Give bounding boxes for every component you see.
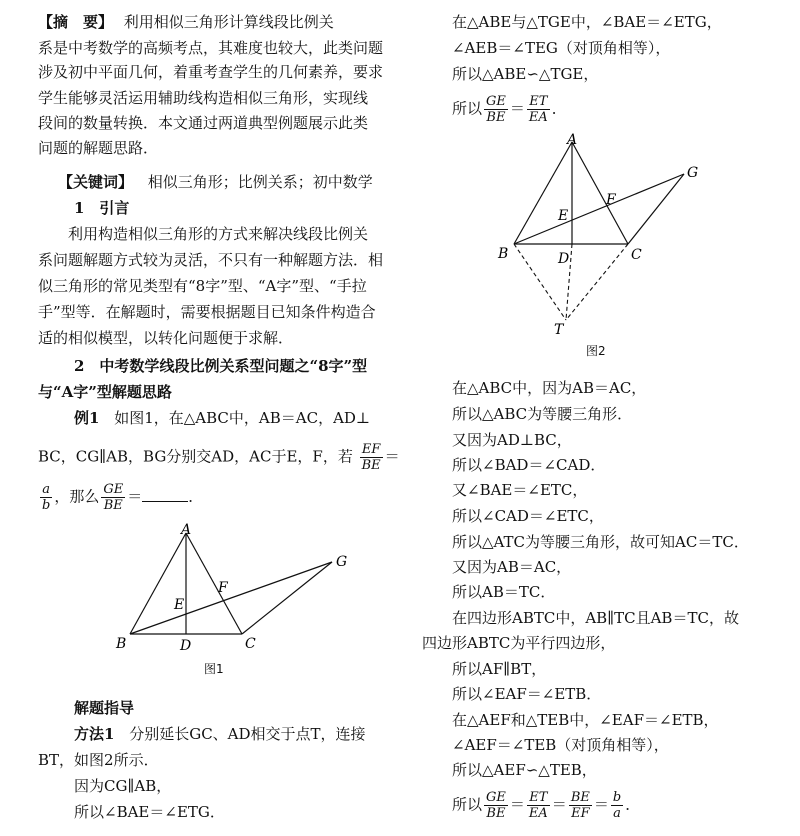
label-a: A [181,522,192,538]
fraction-be-ef: $\frac{BE}{EF}$ [570,790,590,821]
figure-2 [494,132,714,337]
example-1-line-2: BC，CG∥AB，BG分别交AD，AC于E，F，若 $\frac{EF}{BE}$ ＝ [38,442,400,473]
left-step-because: 因为CG∥AB， [74,777,172,795]
abstract-line-5: 段间的数量转换．本文通过两道典型例题展示此类 [38,114,369,132]
abstract-label: 【摘 要】 [38,13,114,31]
right-step-9: 所以AB＝TC． [452,583,556,601]
label-f: F [218,580,228,596]
right-line-3: 所以△ABE∽△TGE， [452,65,599,83]
left-step-so: 所以∠BAE＝∠ETG． [74,803,225,821]
segment-ab-2 [514,142,572,244]
fraction-ge-be-3: $\frac{GE}{BE}$ [486,790,506,821]
right-line-1: 在△ABE与△TGE中，∠BAE＝∠ETG， [452,13,722,31]
right-step-12: 所以AF∥BT， [452,660,547,678]
segment-bg-2 [514,174,684,244]
example-1-line-1: 例1 如图1，在△ABC中，AB＝AC，AD⊥ [74,409,371,427]
right-step-1: 在△ABC中，因为AB＝AC， [452,379,647,397]
figure-2-caption: 图2 [586,344,606,358]
label-e-2: E [558,208,569,224]
answer-blank [142,487,188,502]
segment-cg-2 [628,174,684,244]
fraction-ge-be-2: $\frac{GE}{BE}$ [486,94,506,125]
right-step-4: 所以∠BAD＝∠CAD． [452,456,606,474]
label-c: C [245,636,256,652]
intro-line-1: 利用构造相似三角形的方式来解决线段比例关 [68,225,369,243]
keywords-label: 【关键词】 [58,173,134,191]
segment-ct-dashed [566,244,628,320]
right-line-2: ∠AEB＝∠TEG（对顶角相等）， [452,39,671,57]
label-d-2: D [558,251,570,267]
label-g: G [336,554,348,570]
intro-line-3: 似三角形的常见类型有“8字”型、“A字”型、“手拉 [38,277,367,295]
method-1-line-1: 方法1 分别延长GC、AD相交于点T，连接 [74,725,366,743]
right-step-8: 又因为AB＝AC， [452,558,572,576]
right-step-10: 在四边形ABTC中，AB∥TC且AB＝TC，故 [452,609,739,627]
right-step-7: 所以△ATC为等腰三角形，故可知AC＝TC． [452,533,749,551]
fraction-b-a: $\frac{b}{a}$ [612,790,622,821]
method-1-label: 方法1 [74,725,115,743]
right-line-4: 所以 $\frac{GE}{BE}$ ＝ $\frac{ET}{EA}$ ． [452,94,567,125]
label-e: E [174,597,185,613]
right-step-13: 所以∠EAF＝∠ETB． [452,685,602,703]
method-1-line-2: BT，如图2所示． [38,751,159,769]
section-2-title-2: 与“A字”型解题思路 [38,383,172,401]
right-step-2: 所以△ABC为等腰三角形． [452,405,633,423]
figure-1 [114,522,364,657]
guide-title: 解题指导 [74,699,135,717]
abstract-line-6: 问题的解题思路． [38,139,159,157]
segment-ab [130,533,186,634]
segment-ac [186,533,242,634]
right-step-15: ∠AEF＝∠TEB（对顶角相等）， [452,736,669,754]
right-step-5: 又∠BAE＝∠ETC， [452,481,588,499]
keywords-line [58,172,373,192]
example-1-label: 例1 [74,409,100,427]
label-f-2: F [606,192,616,208]
label-t: T [554,322,564,337]
segment-bg [130,562,332,634]
keywords: 相似三角形；比例关系；初中数学 [147,173,373,191]
fraction-et-ea-2: $\frac{ET}{EA}$ [528,790,548,821]
fraction-ef-be: $\frac{EF}{BE}$ [361,442,381,473]
example-1-line-3: $\frac{a}{b}$ ，那么 $\frac{GE}{BE}$ ＝ ． [42,482,204,513]
label-d: D [180,638,192,654]
label-c-2: C [631,247,642,263]
right-step-11: 四边形ABTC为平行四边形， [422,634,616,652]
label-b: B [116,636,127,652]
label-b-2: B [498,246,509,262]
section-2-title-1: 2 中考数学线段比例关系型问题之“8字”型 [74,357,368,375]
abstract-line-4: 学生能够灵活运用辅助线构造相似三角形，实现线 [38,89,369,107]
right-step-6: 所以∠CAD＝∠ETC， [452,507,604,525]
label-a-2: A [567,132,578,148]
abstract-line-2: 系是中考数学的高频考点，其难度也较大，此类问题 [38,39,384,57]
label-g-2: G [687,165,699,181]
fraction-a-b: $\frac{a}{b}$ [42,482,51,513]
right-step-3: 又因为AD⊥BC， [452,431,572,449]
abstract-line-3: 涉及初中平面几何，着重考查学生的几何素养，要求 [38,63,384,81]
segment-cg [242,562,332,634]
abstract-line-1: 【摘 要】 利用相似三角形计算线段比例关 [38,13,334,31]
fraction-ge-be: $\frac{GE}{BE}$ [103,482,124,513]
intro-line-5: 适的相似模型，以转化问题便于求解． [38,329,294,347]
section-1-title: 1 引言 [74,199,130,217]
intro-line-4: 手”型等．在解题时，需要根据题目已知条件构造合 [38,303,376,321]
fraction-et-ea: $\frac{ET}{EA}$ [528,94,548,125]
right-step-16: 所以△AEF∽△TEB， [452,761,597,779]
figure-1-caption: 图1 [204,662,224,676]
right-step-14: 在△AEF和△TEB中，∠EAF＝∠ETB， [452,711,719,729]
intro-line-2: 系问题解题方式较为灵活，不只有一种解题方法．相 [38,251,384,269]
right-final-line: 所以 $\frac{GE}{BE}$ ＝ $\frac{ET}{EA}$ ＝ $\frac{BE}{EF}$ ＝ $\frac{b}{a}$ ． [452,790,641,821]
segment-ac-2 [572,142,628,244]
